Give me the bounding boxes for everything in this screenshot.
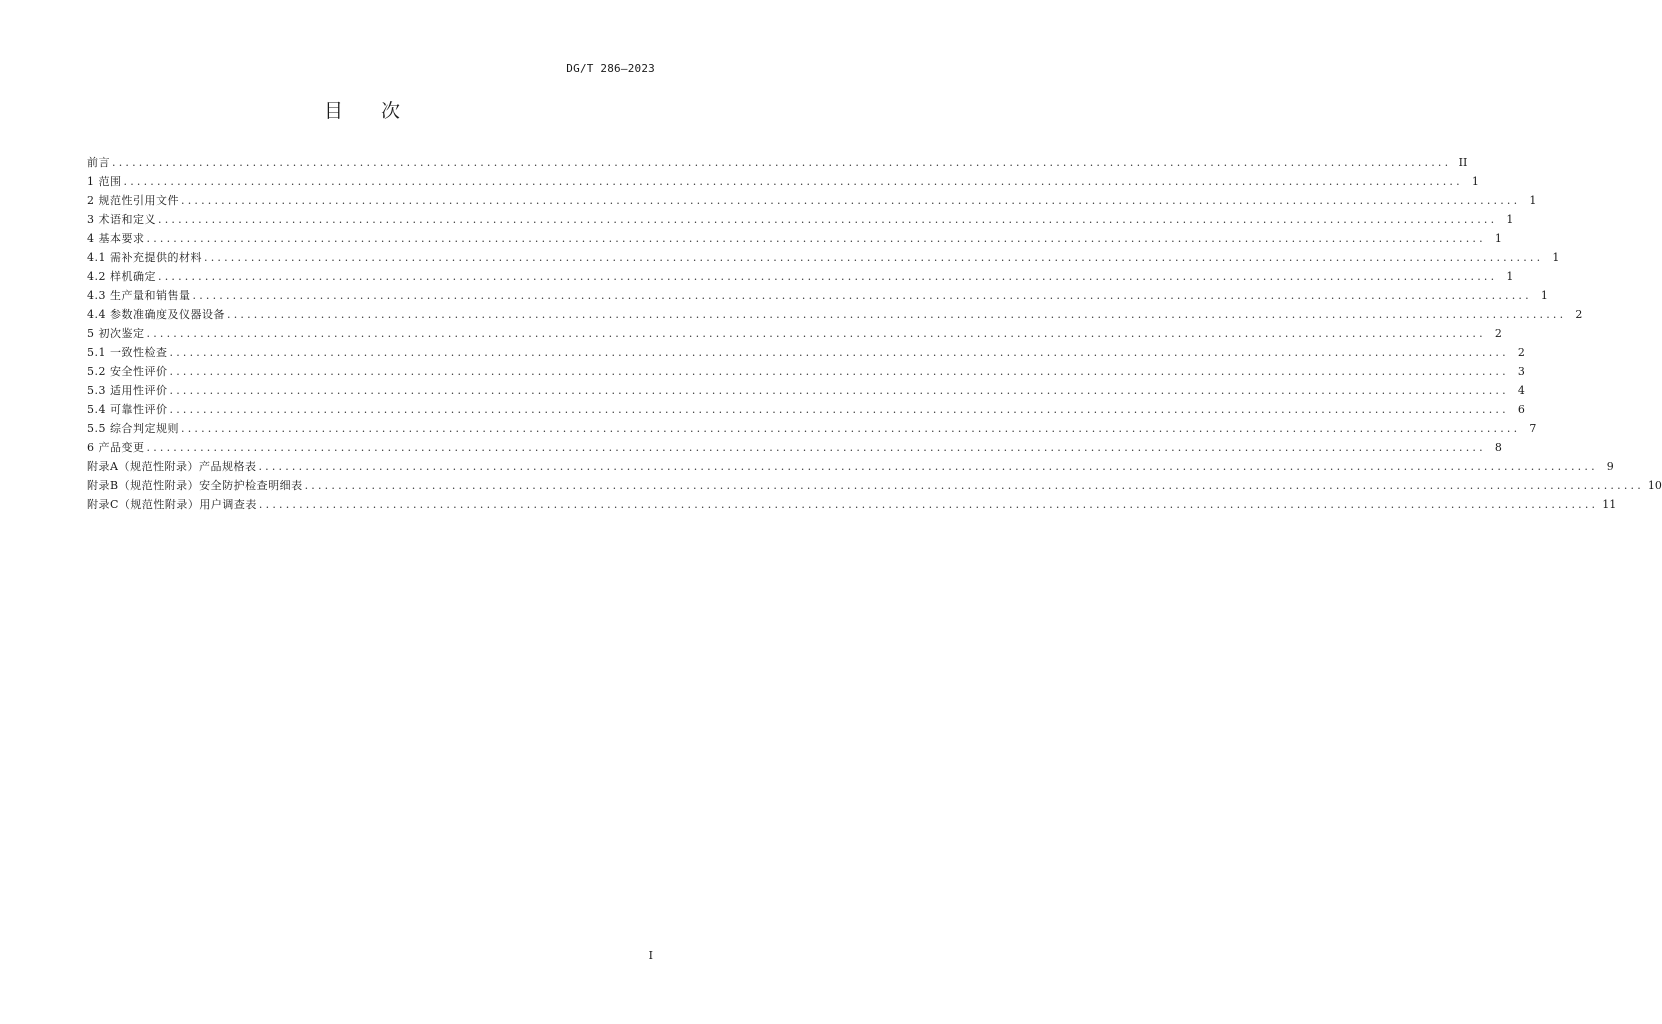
toc-entry-page: 10 [1647, 479, 1662, 492]
toc-entry-label: 4 基本要求 [87, 232, 145, 245]
toc-leader-dots: ........................................................................................................................................................................................................ [181, 194, 1521, 207]
toc-entry-label: 5.1 一致性检查 [87, 346, 168, 359]
toc-leader-dots: ........................................................................................................................................................................................................ [158, 213, 1498, 226]
toc-entry[interactable] [87, 324, 1502, 343]
page-number: I [648, 949, 653, 962]
toc-entry-page: II [1458, 156, 1468, 169]
toc-leader-dots: ........................................................................................................................................................................................................ [227, 308, 1567, 321]
toc-entry[interactable] [87, 343, 1525, 362]
toc-entry-page: 1 [1506, 213, 1514, 226]
toc-entry-label: 附录C（规范性附录）用户调查表 [87, 498, 257, 511]
toc-entry-label: 4.1 需补充提供的材料 [87, 251, 202, 264]
toc-entry-label: 5.3 适用性评价 [87, 384, 168, 397]
toc-entry[interactable] [87, 286, 1548, 305]
toc-entry-label: 3 术语和定义 [87, 213, 156, 226]
toc-entry-label: 6 产品变更 [87, 441, 145, 454]
toc-entry-label: 5 初次鉴定 [87, 327, 145, 340]
toc-entry[interactable] [87, 438, 1502, 457]
toc-entry-label: 5.2 安全性评价 [87, 365, 168, 378]
toc-entry-page: 1 [1494, 232, 1502, 245]
document-code: DG/T 286—2023 [566, 62, 655, 75]
toc-entry-page: 2 [1494, 327, 1502, 340]
toc-leader-dots: ........................................................................................................................................................................................................ [146, 441, 1486, 454]
toc-entry-page: 1 [1471, 175, 1479, 188]
page-title: 目次 [323, 100, 438, 122]
toc-entry-label: 附录B（规范性附录）安全防护检查明细表 [87, 479, 303, 492]
toc-entry-label: 5.4 可靠性评价 [87, 403, 168, 416]
toc-entry-page: 1 [1529, 194, 1537, 207]
toc-entry-label: 4.3 生产量和销售量 [87, 289, 191, 302]
toc-entry[interactable] [87, 210, 1514, 229]
toc-entry[interactable] [87, 362, 1525, 381]
toc-entry-label: 5.5 综合判定规则 [87, 422, 179, 435]
toc-leader-dots: ........................................................................................................................................................................................................ [304, 479, 1644, 492]
toc-entry-page: 6 [1517, 403, 1525, 416]
toc-leader-dots: ........................................................................................................................................................................................................ [169, 365, 1509, 378]
toc-entry-label: 1 范围 [87, 175, 122, 188]
toc-leader-dots: ........................................................................................................................................................................................................ [146, 232, 1486, 245]
toc-entry-label: 附录A（规范性附录）产品规格表 [87, 460, 257, 473]
toc-entry-page: 2 [1517, 346, 1525, 359]
toc-leader-dots: ........................................................................................................................................................................................................ [158, 270, 1498, 283]
toc-entry-page: 8 [1494, 441, 1502, 454]
toc-entry-page: 9 [1606, 460, 1614, 473]
toc-entry-label: 4.2 样机确定 [87, 270, 156, 283]
toc-leader-dots: ........................................................................................................................................................................................................ [146, 327, 1486, 340]
toc-leader-dots: ........................................................................................................................................................................................................ [192, 289, 1532, 302]
toc-leader-dots: ........................................................................................................................................................................................................ [169, 403, 1509, 416]
toc-entry-page: 4 [1517, 384, 1525, 397]
toc-entry-page: 1 [1552, 251, 1560, 264]
toc-entry-label: 前言 [87, 156, 110, 169]
toc-entry[interactable] [87, 476, 1662, 495]
toc-entry[interactable] [87, 153, 1468, 172]
toc-entry-page: 7 [1529, 422, 1537, 435]
toc-leader-dots: ........................................................................................................................................................................................................ [258, 460, 1598, 473]
toc-entry-page: 2 [1575, 308, 1583, 321]
toc-entry[interactable] [87, 267, 1514, 286]
toc-entry[interactable] [87, 419, 1537, 438]
toc-entry[interactable] [87, 248, 1560, 267]
toc-leader-dots: ........................................................................................................................................................................................................ [181, 422, 1521, 435]
toc-entry-page: 1 [1506, 270, 1514, 283]
toc-entry-page: 11 [1602, 498, 1617, 511]
toc-leader-dots: ........................................................................................................................................................................................................ [123, 175, 1463, 188]
toc-entry[interactable] [87, 229, 1502, 248]
toc-entry-label: 2 规范性引用文件 [87, 194, 179, 207]
toc-entry-label: 4.4 参数准确度及仪器设备 [87, 308, 225, 321]
toc-leader-dots: ........................................................................................................................................................................................................ [258, 498, 1599, 511]
toc-entry[interactable] [87, 305, 1583, 324]
toc-entry[interactable] [87, 191, 1537, 210]
toc-leader-dots: ........................................................................................................................................................................................................ [204, 251, 1544, 264]
toc-entry-page: 3 [1517, 365, 1525, 378]
toc-leader-dots: ........................................................................................................................................................................................................ [169, 346, 1509, 359]
toc-entry[interactable] [87, 381, 1525, 400]
toc-leader-dots: ........................................................................................................................................................................................................ [169, 384, 1509, 397]
table-of-contents [87, 153, 1662, 514]
toc-entry[interactable] [87, 495, 1617, 514]
toc-leader-dots: ........................................................................................................................................................................................................ [112, 156, 1452, 169]
toc-entry-page: 1 [1540, 289, 1548, 302]
toc-entry[interactable] [87, 457, 1614, 476]
toc-entry[interactable] [87, 172, 1479, 191]
toc-entry[interactable] [87, 400, 1525, 419]
